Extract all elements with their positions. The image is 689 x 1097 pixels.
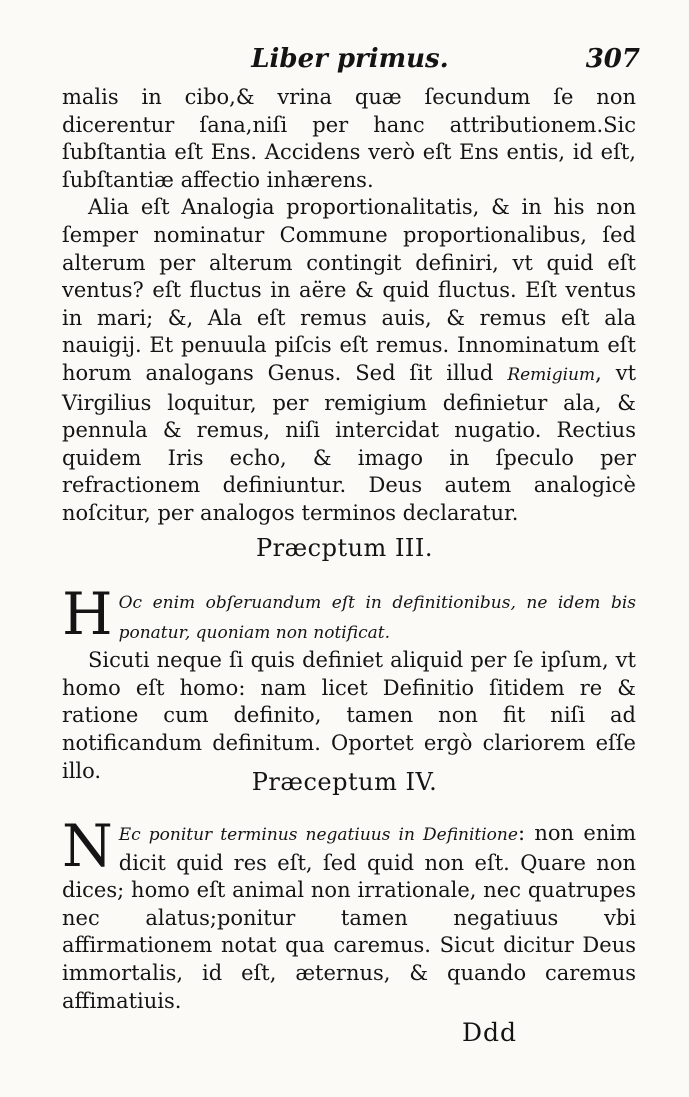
remigium-word: Remigium — [507, 364, 596, 385]
paragraph-2-continuation: , vt Virgilius loquitur, per remigium definietur ala, & pennula & remus, niſi intercidat nugatio. Rectius quidem Iris echo, & imago in ſpeculo per refractionem definiuntur. Deus autem analogicè noſcitur, per analogos terminos declaratur. — [62, 360, 637, 525]
precept-4-heading: Præceptum IV. — [251, 768, 438, 796]
page-number: 307 — [585, 44, 640, 74]
precept-4-paragraph — [62, 812, 636, 1015]
precept-3-lead-italic: Oc enim obſeruandum eſt in definitionibus, ne idem bis ponatur, quoniam non notificat. — [118, 593, 636, 643]
running-title: Liber primus. — [251, 44, 449, 74]
catchword: Ddd — [462, 1018, 518, 1047]
dropcap-h: H — [62, 580, 113, 648]
paragraph-2 — [62, 194, 636, 527]
precept-4-text — [62, 812, 636, 1015]
precept-4-lead-rest: : non enim dicit quid res eſt, ſed quid non eſt. Quare non dices; homo eſt animal non irrationale, nec quatrupes nec alatus;ponitur tamen negatiuus vbi affirmationem notat qua caremus. Sicut dicitur Deus immortalis, id eſt, æternus, & quando caremus affimatiuis. — [62, 821, 636, 1013]
precept-3-heading: Præcptum III. — [255, 534, 434, 562]
dropcap-n: N — [62, 812, 113, 880]
precept-3-paragraph: Sicuti neque ſi quis definiet aliquid per ſe ipſum, vt homo eſt homo: nam licet Definitio ſitidem re & ratione cum definito, tamen non fit niſi ad notificandum definitum. Oportet ergò clariorem eſſe illo. — [62, 648, 636, 783]
precept-4-lead-italic: Ec ponitur terminus negatiuus in Definitione — [118, 825, 518, 845]
precept-3-text — [62, 580, 636, 785]
paragraph-2-text: Alia eſt Analogia proportionalitatis, & in his non ſemper nominatur Commune proportionalibus, ſed alterum per alterum contingit definiri, vt quid eſt ventus? eſt fluctus in aëre & quid fluctus. Eſt ventus in mari; &, Ala eſt remus auis, & remus eſt ala nauigij. Et penuula piſcis eſt remus. Innominatum eſt horum analogans Genus. Sed ſit illud — [62, 195, 636, 385]
section-1-text — [62, 84, 636, 528]
precept-3-lead — [62, 580, 636, 648]
paragraph-1: malis in cibo,& vrina quæ ſecundum ſe non dicerentur ſana,niſi per hanc attributionem.Sic ſubſtantia eſt Ens. Accidens verò eſt Ens entis, id eſt, ſubſtantiæ affectio inhærens. — [62, 85, 636, 192]
page-header — [60, 40, 640, 80]
